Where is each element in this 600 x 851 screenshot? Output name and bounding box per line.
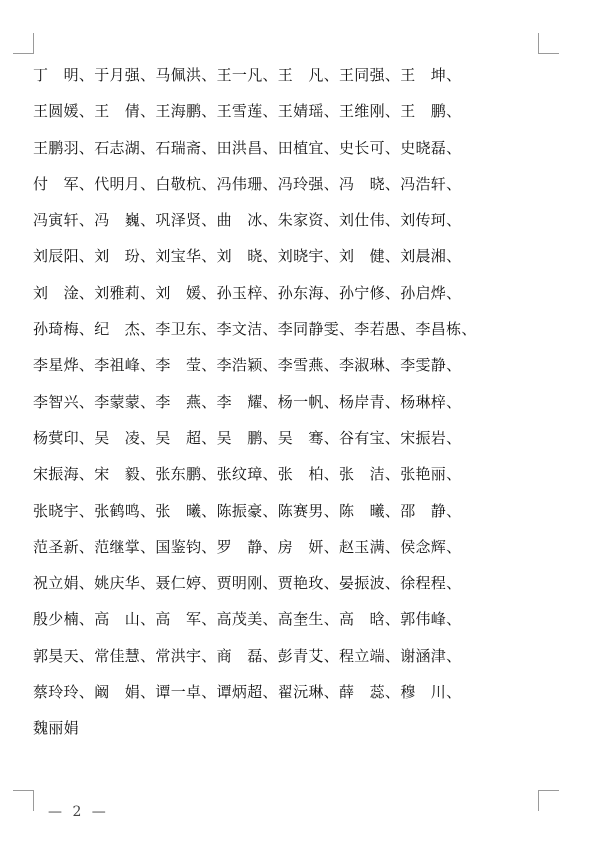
page-number: — 2 — <box>48 804 109 820</box>
name-line: 丁 明、于月强、马佩洪、王一凡、王 凡、王同强、王 坤、 <box>33 66 462 84</box>
name-line: 郭昊天、常佳慧、常洪宇、商 磊、彭青艾、程立端、谢涵津、 <box>33 646 462 665</box>
name-line: 张晓宇、张鹤鸣、张 曦、陈振豪、陈赛男、陈 曦、邵 静、 <box>33 501 462 520</box>
name-line: 范圣新、范继掌、国鉴钧、罗 静、房 妍、赵玉满、侯念辉、 <box>33 537 462 556</box>
name-line: 冯寅轩、冯 巍、巩泽贤、曲 冰、朱家资、刘仕伟、刘传珂、 <box>33 211 462 230</box>
name-line: 魏丽娟 <box>33 719 79 738</box>
crop-mark-bottom-left <box>13 790 34 811</box>
crop-mark-top-left <box>13 33 34 54</box>
name-line: 李星烨、李祖峰、李 莹、李浩颖、李雪燕、李淑琳、李雯静、 <box>33 356 462 375</box>
name-line: 祝立娟、姚庆华、聂仁婷、贾明刚、贾艳玫、晏振波、徐程程、 <box>33 574 462 593</box>
name-line: 殷少楠、高 山、高 军、高茂美、高奎生、高 晗、郭伟峰、 <box>33 610 462 629</box>
name-line: 孙琦梅、纪 杰、李卫东、李文洁、李同静雯、李若愚、李昌栋、 <box>33 320 477 339</box>
name-line: 付 军、代明月、白敬杭、冯伟珊、冯玲强、冯 晓、冯浩轩、 <box>33 174 462 193</box>
name-line: 刘辰阳、刘 玢、刘宝华、刘 晓、刘晓宇、刘 健、刘晨湘、 <box>33 247 462 266</box>
name-line: 刘 淦、刘雅莉、刘 媛、孙玉梓、孙东海、孙宁修、孙启烨、 <box>33 283 462 302</box>
name-line: 杨蓂印、吴 凌、吴 超、吴 鹏、吴 骞、谷有宝、宋振岩、 <box>33 428 462 447</box>
name-line: 蔡玲玲、阚 娟、谭一卓、谭炳超、翟沅琳、薛 蕊、穆 川、 <box>33 683 462 702</box>
name-line: 王鹏羽、石志湖、石瑞斋、田洪昌、田植宜、史长可、史晓磊、 <box>33 138 462 157</box>
name-list <box>33 62 543 752</box>
crop-mark-top-right <box>538 33 559 54</box>
name-line: 王圆媛、王 倩、王海鹏、王雪莲、王婧瑶、王维刚、王 鹏、 <box>33 102 462 121</box>
name-line: 李智兴、李蒙蒙、李 燕、李 耀、杨一帆、杨岸青、杨琳梓、 <box>33 392 462 411</box>
name-line: 宋振海、宋 毅、张东鹏、张纹璋、张 柏、张 洁、张艳丽、 <box>33 465 462 484</box>
crop-mark-bottom-right <box>538 790 559 811</box>
